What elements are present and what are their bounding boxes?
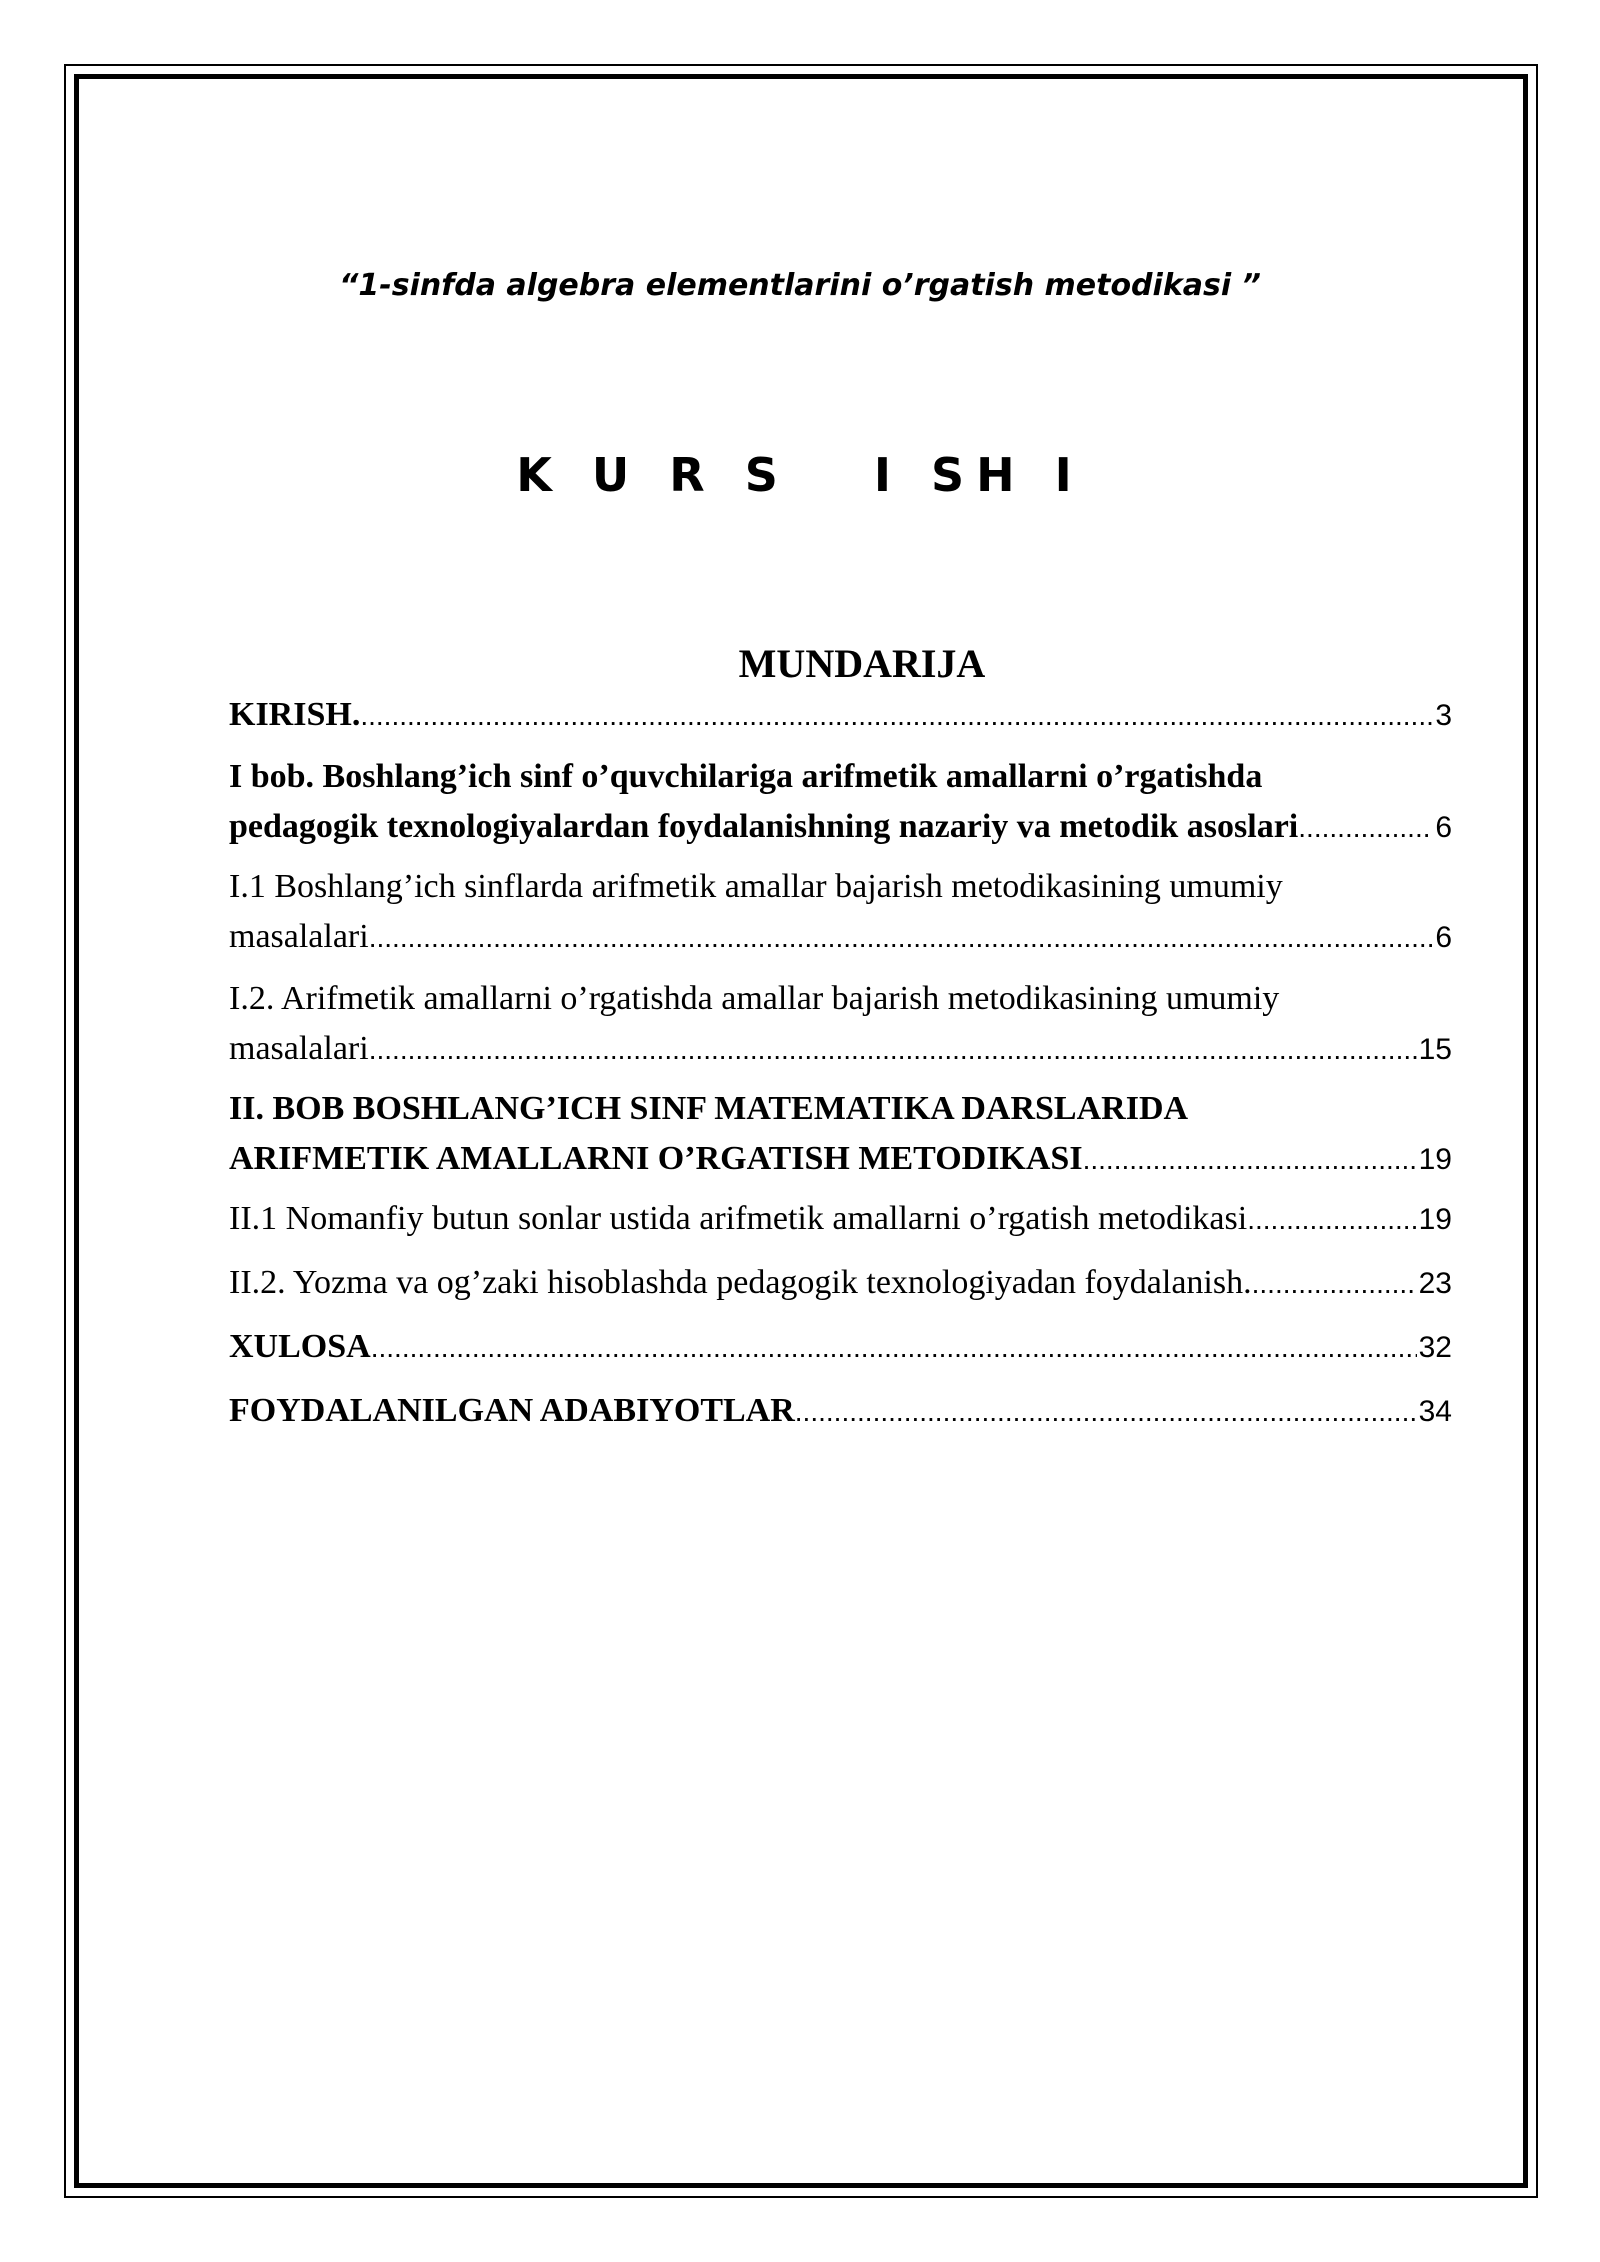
toc-entry-title: ARIFMETIK AMALLARNI O’RGATISH METODIKASI — [229, 1140, 1083, 1177]
toc-entry-line — [229, 912, 1452, 963]
toc-entry-title: masalalari — [229, 1030, 369, 1067]
toc-dot-leader — [369, 1025, 1417, 1075]
toc-dot-leader — [1083, 1135, 1417, 1185]
toc-entry-title: FOYDALANILGAN ADABIYOTLAR — [229, 1392, 795, 1429]
toc-dot-leader — [1298, 803, 1433, 853]
toc-dot-leader — [1247, 1195, 1416, 1245]
toc-entry — [229, 1194, 1452, 1245]
document-type-heading: K U R S I SH I — [516, 448, 1084, 502]
toc-page-number: 6 — [1435, 921, 1452, 954]
toc-entry-title-line1: II. BOB BOSHLANG’ICH SINF MATEMATIKA DARSLARIDA — [229, 1090, 1189, 1127]
toc-entry — [229, 1084, 1452, 1185]
toc-entry-title-line1: I.2. Arifmetik amallarni o’rgatishda amallar bajarish metodikasining umumiy — [229, 980, 1280, 1017]
toc-entry-title: KIRISH. — [229, 696, 361, 733]
toc-entry — [229, 1386, 1452, 1437]
toc-dot-leader — [371, 1323, 1417, 1373]
toc-entry-line — [229, 1322, 1452, 1373]
toc-entry-line — [229, 1258, 1452, 1309]
toc-page-number: 19 — [1418, 1143, 1452, 1176]
toc-page-number: 34 — [1418, 1395, 1452, 1428]
toc-page-number: 15 — [1418, 1033, 1452, 1066]
toc-entry — [229, 1258, 1452, 1309]
toc-entry-line — [229, 1194, 1452, 1245]
document-subtitle: “1-sinfda algebra elementlarini o’rgatish metodikasi ” — [339, 268, 1261, 303]
toc-entry-title: masalalari — [229, 918, 369, 955]
toc-entry-line — [229, 1134, 1452, 1185]
toc-dot-leader — [360, 691, 1433, 741]
toc-entry-title: XULOSA — [229, 1328, 371, 1365]
toc-entry-line — [229, 1024, 1452, 1075]
toc-entry-title: pedagogik texnologiyalardan foydalanishning nazariy va metodik asoslari — [229, 808, 1299, 845]
toc-entry-line — [229, 1386, 1452, 1437]
toc-entry — [229, 752, 1452, 853]
toc-dot-leader — [795, 1387, 1417, 1437]
toc-entry — [229, 1322, 1452, 1373]
toc-entry-line — [229, 690, 1452, 741]
toc-entry — [229, 974, 1452, 1075]
toc-dot-leader — [1252, 1259, 1417, 1309]
toc-entry-title-line1: I bob. Boshlang’ich sinf o’quvchilariga arifmetik amallarni o’rgatishda — [229, 758, 1263, 795]
toc-entry-title-line1: I.1 Boshlang’ich sinflarda arifmetik amallar bajarish metodikasining umumiy — [229, 868, 1283, 905]
toc-page-number: 19 — [1418, 1203, 1452, 1236]
toc-page-number: 32 — [1418, 1331, 1452, 1364]
toc-entry-title: II.2. Yozma va og’zaki hisoblashda pedagogik texnologiyadan foydalanish. — [229, 1264, 1252, 1301]
toc-entry — [229, 690, 1452, 741]
toc-entry-title: II.1 Nomanfiy butun sonlar ustida arifmetik amallarni o’rgatish metodikasi — [229, 1200, 1248, 1237]
toc-dot-leader — [369, 913, 1434, 963]
toc-entry — [229, 862, 1452, 963]
toc-page-number: 3 — [1435, 699, 1452, 732]
toc-page-number: 23 — [1418, 1267, 1452, 1300]
toc-title: MUNDARIJA — [738, 641, 986, 686]
toc-entry-line — [229, 802, 1452, 853]
toc-page-number: 6 — [1435, 811, 1452, 844]
